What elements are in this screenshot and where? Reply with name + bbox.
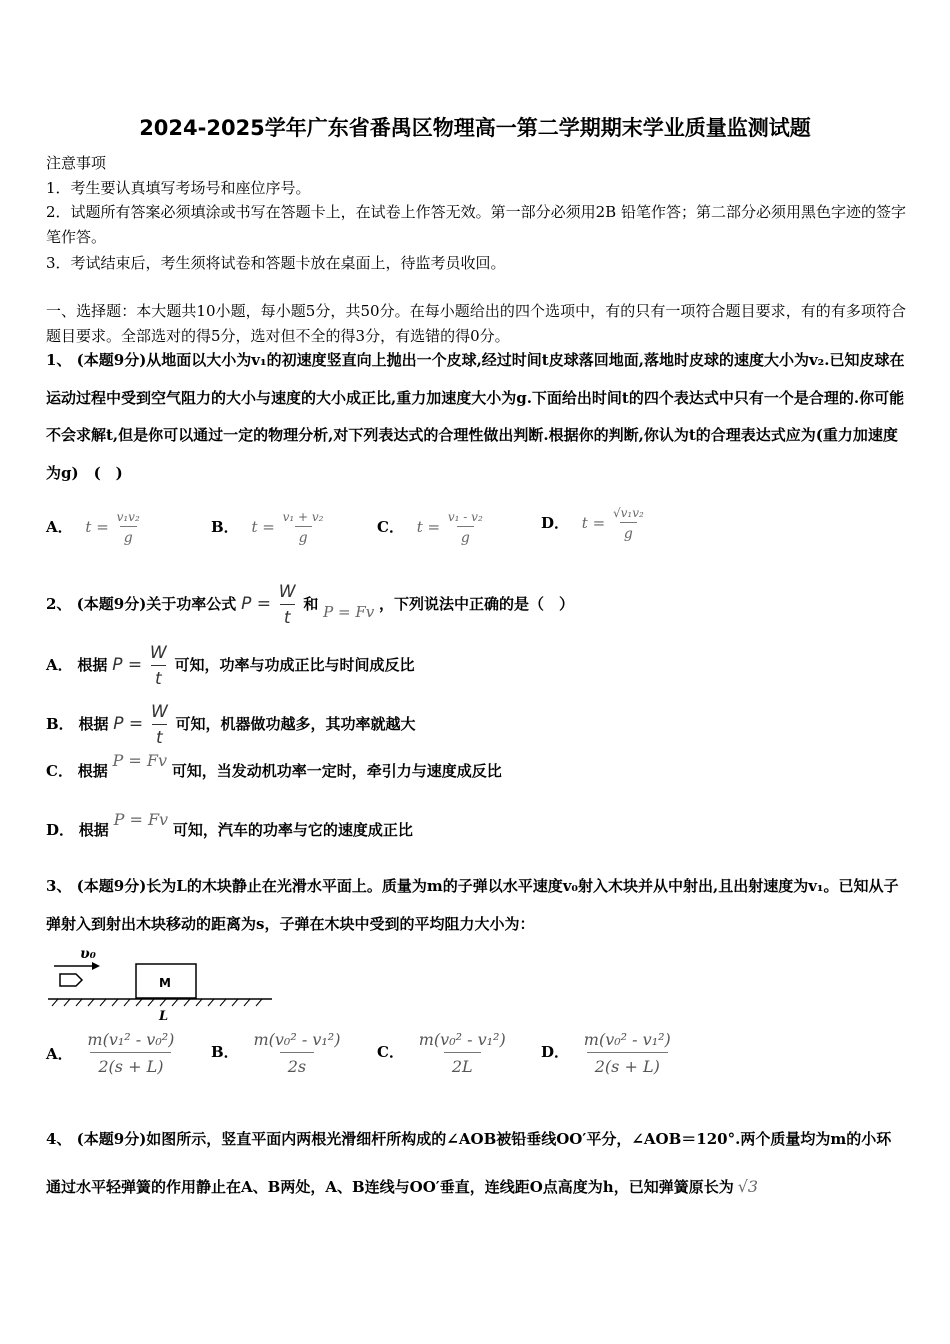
- fraction-denominator: t: [151, 665, 166, 689]
- option-label: A．: [46, 1045, 73, 1063]
- q3-option-b[interactable]: [211, 1030, 344, 1076]
- fraction-denominator: g: [120, 526, 137, 546]
- q3-figure: [46, 942, 276, 1024]
- notice-item-2: 2．试题所有答案必须填涂或书写在答题卡上，在试卷上作答无效。第一部分必须用2B 铅笔作答；第二部分必须用黑色字迹的签字笔作答。: [46, 203, 906, 246]
- q2-option-a[interactable]: [46, 643, 415, 689]
- option-fraction: [580, 1030, 675, 1076]
- ground-hatching: [52, 999, 262, 1006]
- q3-option-a[interactable]: [46, 1030, 178, 1076]
- option-label: B．: [46, 715, 74, 733]
- option-pre: 根据: [77, 762, 108, 780]
- option-lhs: t =: [581, 514, 606, 532]
- option-label: C．: [46, 762, 73, 780]
- fraction-numerator: W: [150, 702, 168, 722]
- q3-option-d[interactable]: [541, 1030, 675, 1076]
- q2-option-d[interactable]: [46, 810, 413, 840]
- q1-option-a[interactable]: [46, 510, 143, 546]
- option-fraction: [114, 510, 143, 546]
- notice-item-1: 1．考生要认真填写考场号和座位序号。: [46, 179, 311, 197]
- q3-option-c[interactable]: [377, 1030, 510, 1076]
- q2-mid: 和: [303, 595, 319, 613]
- section-intro: 一、选择题：本大题共10小题，每小题5分，共50分。在每小题给出的四个选项中，有的只有一项符合题目要求，有的有多项符合题目要求。全部选对的得5分，选对但不全的得3分，有选错的得0分。: [46, 302, 906, 345]
- option-fraction: [445, 510, 486, 546]
- option-label: A．: [46, 656, 73, 674]
- fraction-numerator: m(v₀² - v₁²): [253, 1030, 341, 1049]
- option-lhs: t =: [251, 518, 275, 536]
- option-fraction: [415, 1030, 510, 1076]
- q2-formula1-fraction: [276, 582, 299, 628]
- option-formula: P =: [112, 655, 143, 675]
- option-formula: P = Fv: [113, 810, 169, 829]
- question-3-text: 3、 (本题9分)长为L的木块静止在光滑水平面上。质量为m的子弹以水平速度v₀射入木块并从中射出,且出射速度为v₁。已知从子弹射入到射出木块移动的距离为s，子弹在木块中受到的平均阻力大小为：: [46, 877, 899, 933]
- option-pre: 根据: [78, 821, 109, 839]
- q1-option-d[interactable]: [541, 506, 647, 542]
- notice-item-3: 3．考试结束后，考生须将试卷和答题卡放在桌面上，待监考员收回。: [46, 254, 506, 272]
- q4-text: 4、 (本题9分)如图所示，竖直平面内两根光滑细杆所构成的∠AOB被铅垂线OO′平分，∠AOB＝120°.两个质量均为m的小环通过水平轻弹簧的作用静止在A、B两处，A、B连线与OO′垂直，连线距O点高度为h，已知弹簧原长为: [46, 1130, 892, 1196]
- option-post: 可知，功率与功成正比与时间成反比: [174, 656, 415, 674]
- option-label: C．: [377, 1043, 404, 1061]
- q2-prefix: 2、 (本题9分)关于功率公式: [46, 595, 237, 613]
- option-lhs: t =: [85, 518, 109, 536]
- question-1-text: 1、 (本题9分)从地面以大小为v₁的初速度竖直向上抛出一个皮球,经过时间t皮球落回地面,落地时皮球的速度大小为v₂.已知皮球在运动过程中受到空气阻力的大小与速度的大小成正比,重力加速度大小为g.下面给出时间t的四个表达式中只有一个是合理的.你可能不会求解t,但是你可以通过一定的物理分析,对下列表达式的合理性做出判断.根据你的判断,你认为t的合理表达式应为(重力加速度为g) ( ): [46, 351, 905, 482]
- option-fraction: [249, 1030, 344, 1076]
- fraction-denominator: g: [620, 522, 637, 542]
- fraction-numerator: v₁ - v₂: [447, 510, 483, 524]
- q2-option-c[interactable]: [46, 751, 502, 781]
- option-label: D．: [541, 514, 570, 532]
- option-post: 可知，当发动机功率一定时，牵引力与速度成反比: [171, 762, 502, 780]
- option-fraction: [147, 643, 170, 689]
- q2-option-b[interactable]: [46, 702, 416, 748]
- q2-suffix: ，下列说法中正确的是（ ）: [379, 595, 575, 613]
- option-post: 可知，汽车的功率与它的速度成正比: [172, 821, 413, 839]
- length-label: L: [159, 1009, 169, 1024]
- fraction-numerator: W: [278, 582, 296, 602]
- option-fraction: [148, 702, 171, 748]
- fraction-denominator: g: [295, 526, 312, 546]
- bullet-icon: [60, 974, 82, 986]
- option-label: A．: [46, 518, 73, 536]
- option-label: D．: [46, 821, 75, 839]
- option-label: B．: [211, 1043, 239, 1061]
- fraction-numerator: v₁v₂: [116, 510, 140, 524]
- option-fraction: [280, 510, 327, 546]
- page-title: 2024-2025学年广东省番禺区物理高一第二学期期末学业质量监测试题: [139, 116, 811, 140]
- fraction-denominator: 2L: [444, 1052, 481, 1076]
- fraction-denominator: g: [457, 526, 474, 546]
- block-label: M: [159, 976, 171, 990]
- option-formula: P = Fv: [112, 751, 168, 770]
- fraction-numerator: m(v₀² - v₁²): [418, 1030, 506, 1049]
- notice-heading: 注意事项: [46, 154, 107, 172]
- velocity-label: υ₀: [80, 946, 96, 962]
- q2-formula1-lhs: P =: [241, 594, 271, 614]
- fraction-denominator: 2s: [280, 1052, 314, 1076]
- option-formula: P =: [113, 714, 144, 734]
- velocity-arrowhead: [92, 962, 100, 970]
- q1-option-b[interactable]: [211, 510, 327, 546]
- option-label: C．: [377, 518, 404, 536]
- fraction-denominator: t: [280, 604, 295, 628]
- fraction-denominator: 2(s + L): [587, 1052, 668, 1076]
- fraction-numerator: √v₁v₂: [612, 506, 644, 520]
- option-label: B．: [211, 518, 239, 536]
- fraction-numerator: W: [149, 643, 167, 663]
- fraction-denominator: t: [152, 724, 167, 748]
- option-post: 可知，机器做功越多，其功率就越大: [175, 715, 416, 733]
- fraction-denominator: 2(s + L): [90, 1052, 171, 1076]
- q2-formula2: P = Fv: [323, 603, 375, 621]
- option-fraction: [610, 506, 647, 542]
- option-pre: 根据: [78, 715, 109, 733]
- option-label: D．: [541, 1043, 570, 1061]
- option-lhs: t =: [416, 518, 441, 536]
- q1-option-c[interactable]: [377, 510, 486, 546]
- q4-sqrt: √3: [737, 1177, 759, 1196]
- option-pre: 根据: [77, 656, 108, 674]
- fraction-numerator: v₁ + v₂: [282, 510, 324, 524]
- question-2-text: [46, 582, 574, 628]
- fraction-numerator: m(v₀² - v₁²): [583, 1030, 671, 1049]
- question-4-text: [46, 1115, 906, 1211]
- option-fraction: [83, 1030, 178, 1076]
- fraction-numerator: m(v₁² - v₀²): [87, 1030, 175, 1049]
